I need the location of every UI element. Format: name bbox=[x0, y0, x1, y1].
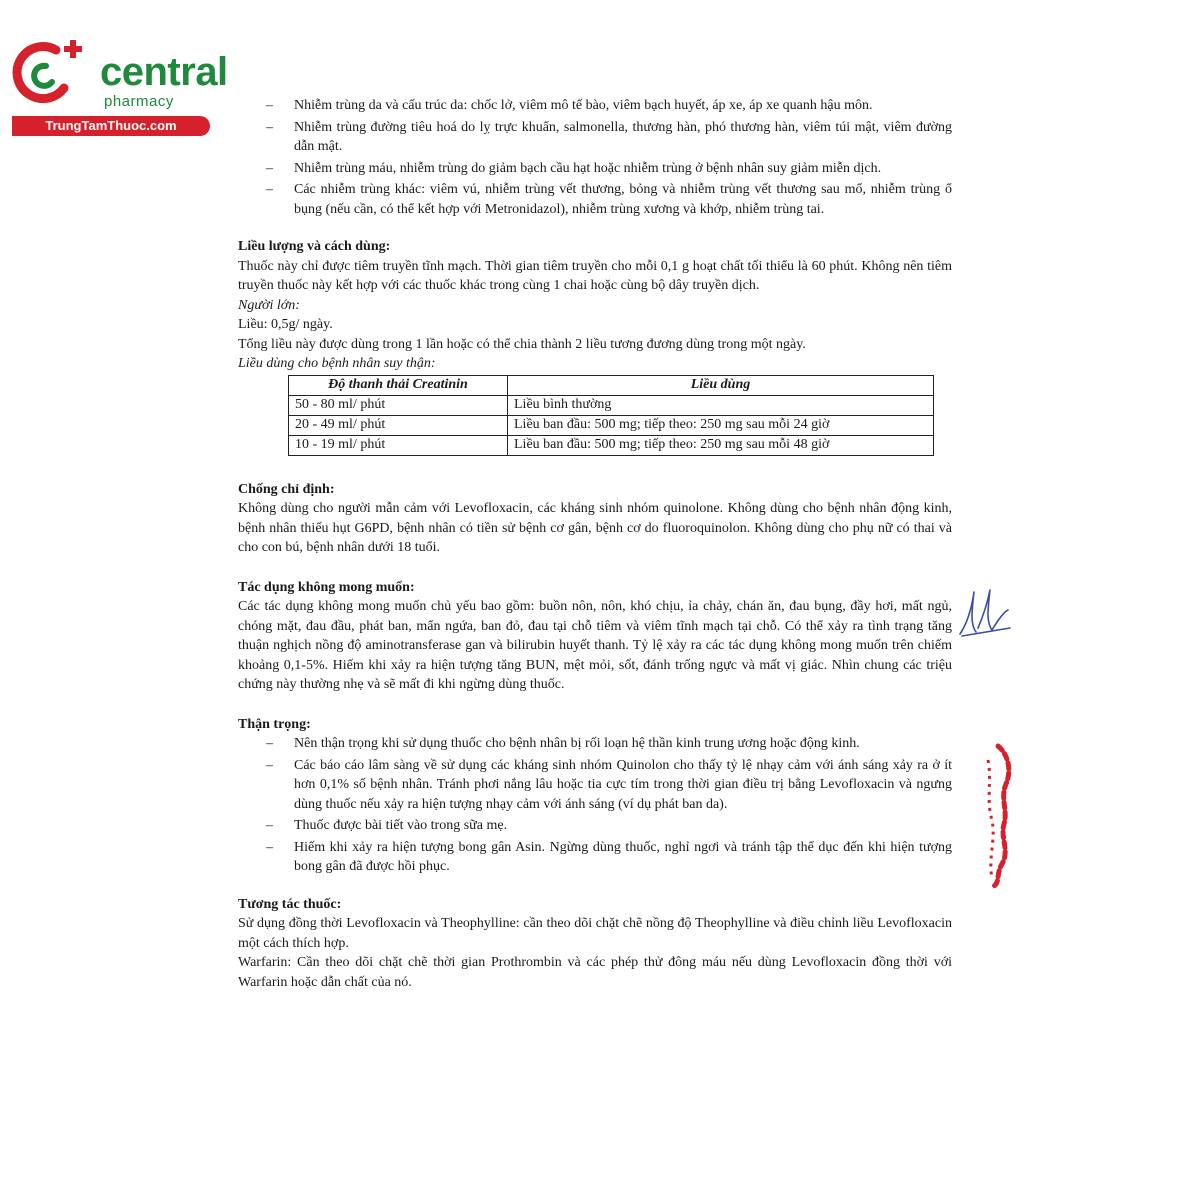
interaction-theophylline: Sử dụng đồng thời Levofloxacin và Theophylline: cần theo dõi chặt chẽ nồng độ Theophylline và điều chỉnh liều Levofloxacin một cách thích hợp. bbox=[238, 916, 952, 951]
list-item: – Nhiễm trùng máu, nhiễm trùng do giảm bạch cầu hạt hoặc nhiễm trùng ở bệnh nhân suy giảm miễn dịch. bbox=[238, 159, 952, 179]
column-header: Liều dùng bbox=[508, 375, 934, 395]
signature-mark bbox=[954, 584, 1014, 640]
list-item: – Nên thận trọng khi sử dụng thuốc cho bệnh nhân bị rối loạn hệ thần kinh trung ương hoặc động kinh. bbox=[238, 734, 952, 754]
side-effects-text: Các tác dụng không mong muốn chủ yếu bao gồm: buồn nôn, nôn, khó chịu, ỉa chảy, chán ăn, đau bụng, đầy hơi, mất ngủ, chóng mặt, đau đầu, phát ban, mẩn ngứa, ban đỏ, đau tại chỗ tiêm và viêm tĩnh mạch tại chỗ. Có thể xảy ra tình trạng tăng thuận nghịch nồng độ aminotransferase gan và bilirubin huyết thanh. Tỷ lệ xảy ra các tác dụng không mong muốn trên chiếm khoảng 0,1-5%. Hiếm khi xảy ra hiện tượng tăng BUN, mệt mỏi, sốt, đánh trống ngực và mất vị giác. Nhìn chung các triệu chứng này thường nhẹ và sẽ mất đi khi ngừng dùng thuốc. bbox=[238, 599, 952, 692]
side-effects-section bbox=[238, 578, 952, 695]
table-cell: Liều bình thường bbox=[508, 395, 934, 415]
table-cell: Liều ban đầu: 500 mg; tiếp theo: 250 mg sau mỗi 24 giờ bbox=[508, 415, 934, 435]
list-item: – Các báo cáo lâm sàng về sử dụng các kháng sinh nhóm Quinolon cho thấy tỷ lệ nhạy cảm với ánh sáng xảy ra ở ít hơn 0,1% số bệnh nhân. Tránh phơi nắng lâu hoặc tia cực tím trong thời gian điều trị bằng Levofloxacin và ngưng dùng thuốc nếu xảy ra hiện tượng nhạy cảm với ánh sáng (ví dụ phát ban da). bbox=[238, 756, 952, 815]
interactions-section bbox=[238, 895, 952, 993]
indications-list bbox=[238, 96, 952, 219]
table-cell: 10 - 19 ml/ phút bbox=[289, 435, 508, 455]
table-row bbox=[289, 395, 934, 415]
contraindications-heading: Chống chỉ định: bbox=[238, 481, 335, 497]
contraindications-section bbox=[238, 480, 952, 558]
column-header: Độ thanh thải Creatinin bbox=[289, 375, 508, 395]
table-cell: 50 - 80 ml/ phút bbox=[289, 395, 508, 415]
precautions-heading: Thận trọng: bbox=[238, 716, 311, 732]
interactions-heading: Tương tác thuốc: bbox=[238, 896, 342, 912]
dosage-heading: Liều lượng và cách dùng: bbox=[238, 239, 391, 254]
dosage-section bbox=[238, 237, 952, 456]
precautions-section bbox=[238, 715, 952, 877]
side-effects-heading: Tác dụng không mong muốn: bbox=[238, 579, 415, 595]
central-logo-icon bbox=[12, 38, 94, 106]
list-item: – Các nhiễm trùng khác: viêm vú, nhiễm trùng vết thương, bỏng và nhiễm trùng vết thương sau mổ, nhiễm trùng ổ bụng (nếu cần, có thể kết hợp với Metronidazol), nhiễm trùng xương và khớp, nhiễm trùng tai. bbox=[238, 180, 952, 219]
red-stamp-mark bbox=[978, 740, 1016, 890]
table-cell: 20 - 49 ml/ phút bbox=[289, 415, 508, 435]
contraindications-text: Không dùng cho người mẫn cảm với Levofloxacin, các kháng sinh nhóm quinolone. Không dùng cho bệnh nhân động kinh, bệnh nhân thiếu hụt G6PD, bệnh nhân có tiền sử bệnh cơ gân, bệnh cơ do fluoroquinolon. Không dùng cho phụ nữ có thai và cho con bú, bệnh nhân dưới 18 tuổi. bbox=[238, 501, 952, 555]
adult-label: Người lớn: bbox=[238, 297, 300, 313]
table-header-row bbox=[289, 375, 934, 395]
brand-subtitle: pharmacy bbox=[104, 93, 174, 110]
renal-label: Liều dùng cho bệnh nhân suy thận: bbox=[238, 356, 436, 371]
list-item: – Hiếm khi xảy ra hiện tượng bong gân Asin. Ngừng dùng thuốc, nghỉ ngơi và tránh tập thể dục đến khi hiện tượng bong gân đã được hồi phục. bbox=[238, 838, 952, 877]
interaction-warfarin: Warfarin: Cần theo dõi chặt chẽ thời gian Prothrombin và các phép thử đông máu nếu dùng Levofloxacin đồng thời với Warfarin hoặc dẫn chất của nó. bbox=[238, 955, 952, 990]
leaflet-body bbox=[238, 96, 952, 992]
table-row bbox=[289, 415, 934, 435]
brand-logo[interactable] bbox=[12, 38, 228, 138]
adult-note: Tổng liều này được dùng trong 1 lần hoặc có thể chia thành 2 liều tương đương dùng trong một ngày. bbox=[238, 336, 806, 352]
brand-url[interactable]: TrungTamThuoc.com bbox=[12, 116, 210, 136]
list-item: – Nhiễm trùng da và cấu trúc da: chốc lở, viêm mô tế bào, viêm bạch huyết, áp xe, áp xe quanh hậu môn. bbox=[238, 96, 952, 116]
list-item: – Nhiễm trùng đường tiêu hoá do lỵ trực khuẩn, salmonella, thương hàn, phó thương hàn, viêm túi mật, viêm đường dẫn mật. bbox=[238, 118, 952, 157]
table-row bbox=[289, 435, 934, 455]
list-item: – Thuốc được bài tiết vào trong sữa mẹ. bbox=[238, 816, 952, 836]
renal-dose-table bbox=[288, 375, 934, 456]
table-cell: Liều ban đầu: 500 mg; tiếp theo: 250 mg sau mỗi 48 giờ bbox=[508, 435, 934, 455]
dosage-intro: Thuốc này chỉ được tiêm truyền tĩnh mạch. Thời gian tiêm truyền cho mỗi 0,1 g hoạt chất tối thiểu là 60 phút. Không nên tiêm truyền thuốc này kết hợp với các thuốc khác trong cùng 1 chai hoặc cùng bộ dây truyền dịch. bbox=[238, 258, 952, 293]
adult-dose: Liều: 0,5g/ ngày. bbox=[238, 317, 333, 332]
brand-name: central bbox=[100, 50, 228, 94]
precautions-list bbox=[238, 734, 952, 877]
